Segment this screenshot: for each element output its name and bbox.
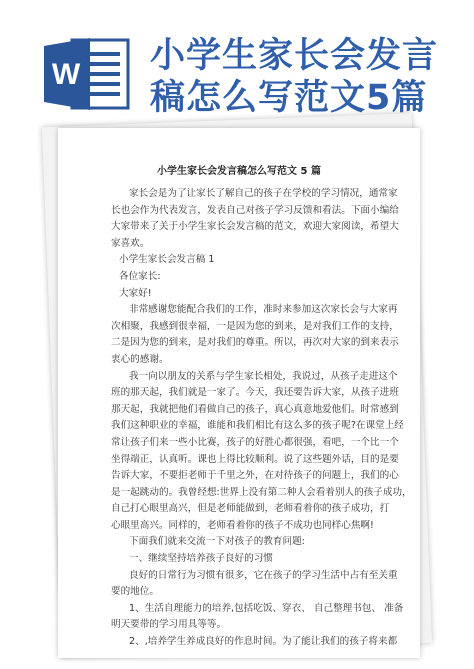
text-line: 心眼里高兴。同样的，老师看着你的孩子不成功也同样心焦啊!: [111, 519, 374, 531]
text-line: 是一起跳动的。我曾经想:世界上没有第二种人会看着别人的孩子成功，: [111, 486, 412, 498]
svg-text:W: W: [51, 58, 81, 91]
text-line: 衷心的感谢。: [111, 353, 169, 365]
text-line: 家喜欢。: [111, 237, 150, 249]
document-title: 小学生家长会发言稿怎么写范文 5 篇: [157, 166, 321, 177]
text-line: 非常感谢您能配合我们的工作，准时来参加这次家长会与大家再: [129, 304, 398, 316]
greeting: 大家好!: [119, 287, 152, 299]
text-line: 坐得端正，认真听。课也上得比较顺利。说了这些题外话，目的是要: [111, 453, 399, 465]
text-line: 家长会是为了让家长了解自己的孩子在学校的学习情况，通常家: [129, 188, 398, 199]
text-line: 大家带来了关于小学生家长会发言稿的范文，欢迎大家阅读，希望大: [111, 221, 399, 233]
text-line: 长也会作为代表发言，发表自己对孩子学习反馈和看法。下面小编给: [111, 204, 399, 216]
section-heading: 小学生家长会发言稿 1: [119, 254, 215, 266]
text-line: 那天起，我就把他们看做自己的孩子，真心真意地爱他们。时常感到: [111, 403, 399, 415]
text-line: 良好的日常行为习惯有很多，它在孩子的学习生活中占有至关重: [129, 569, 398, 581]
text-line: 次相聚，我感到很幸福，一是因为您的到来，是对我们工作的支持，: [111, 320, 399, 332]
text-line: 班的那天起，我们就是一家了。今天，我还要告诉大家，从孩子进班: [111, 387, 399, 399]
text-line: 明天要带的学习用具等等。: [111, 619, 227, 631]
text-line: 自己打心眼里高兴，但是老师能做到，老师看着你的孩子成功，打: [111, 503, 390, 515]
document-page: [58, 128, 420, 658]
salutation: 各位家长:: [119, 270, 161, 282]
text-line: 我们这种职业的幸福，谁能和我们相比有这么多的孩子呢?在课堂上经: [111, 420, 404, 432]
header-banner: [0, 0, 474, 125]
text-line: 要的地位。: [111, 586, 159, 598]
text-line: 2、,培养学生养成良好的作息时间。为了能让我们的孩子将来都: [129, 636, 398, 648]
document-body: [111, 186, 412, 651]
banner-title-line-1: 小学生家长会发言: [150, 36, 439, 76]
text-line: 下面我们就来交流一下对孩子的教育问题:: [129, 536, 305, 548]
text-line: 二是因为您的到来，是对我们的尊重。所以，再次对大家的到来表示: [111, 337, 399, 349]
banner-title-line-2: 稿怎么写范文5篇: [150, 78, 428, 118]
word-document-icon: [44, 36, 132, 112]
text-line: 告诉大家，不要拒老师于千里之外，在对待孩子的问题上，我们的心: [111, 470, 399, 482]
text-line: 常让孩子们来一些小比赛，孩子的好胜心都很强，看吧，一个比一个: [111, 436, 399, 448]
subheading: 一、继续坚持培养孩子良好的习惯: [129, 553, 273, 565]
text-line: 我一向以朋友的关系与学生家长相处，我说过，从孩子走进这个: [129, 370, 398, 382]
text-line: 1、生活自理能力的培养,包括吃饭、穿衣、 自己整理书包、 准备: [129, 602, 404, 614]
